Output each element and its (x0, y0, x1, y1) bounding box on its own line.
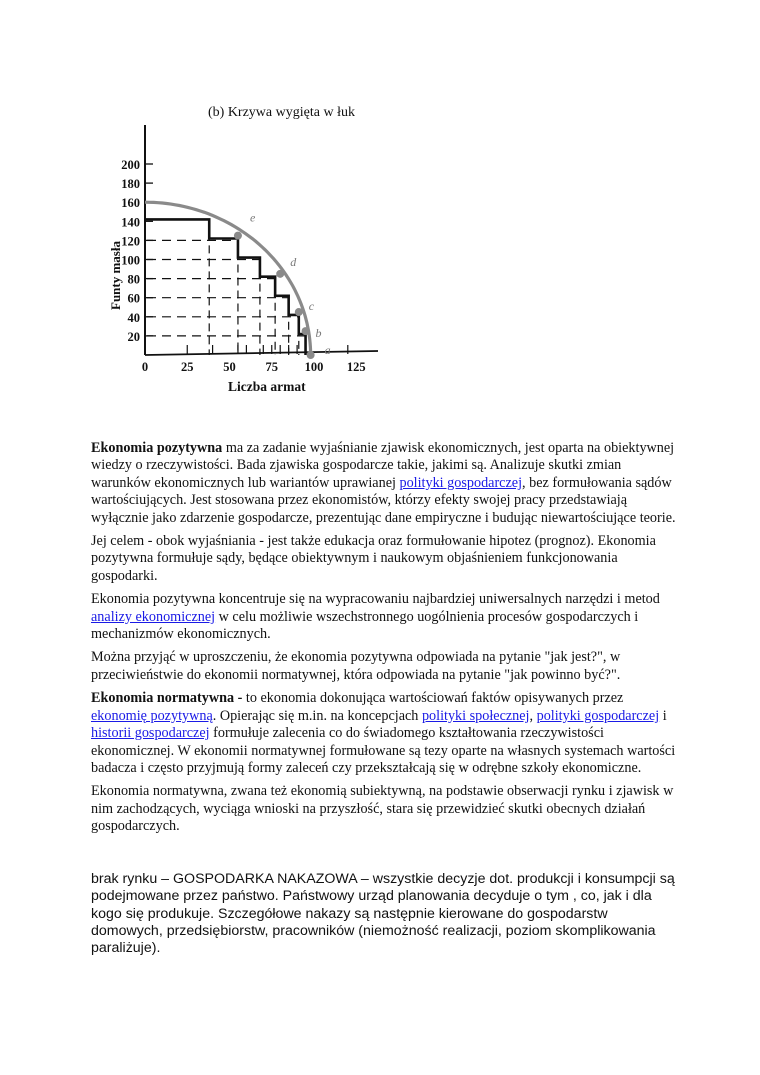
paragraph-subjective: Ekonomia normatywna, zwana też ekonomią subiektywną, na podstawie obserwacji rynku i zjawisk w nim zachodzących, wyciąga wnioski na przyszłość, stara się przewidzieć skutki obecnych działań gospodarczych. (91, 783, 674, 835)
paragraph-text: to ekonomia dokonująca wartościowań faktów opisywanych przez (242, 690, 624, 707)
svg-text:20: 20 (127, 329, 140, 344)
ppf-chart-figure (100, 95, 390, 405)
paragraph-goal: Jej celem - obok wyjaśniania - jest także edukacja oraz formułowanie hipotez (prognoz). Ekonomia pozytywna formułuje sądy, będące obiektywnym i naukowym objaśnieniem funkcjonowania gospodarki. (91, 533, 656, 584)
paragraph-how-is: Można przyjąć w uproszczeniu, że ekonomia pozytywna odpowiada na pytanie "jak jest?", w przeciwieństwie do ekonomii normatywnej, która odpowiada na pytanie "jak powinno być?". (91, 649, 621, 683)
link-polityki-spolecznej[interactable]: polityki społecznej (421, 707, 530, 724)
paragraph-text: ma za zadanie wyjaśnianie zjawisk ekonomicznych, jest oparta na obiektywnej wiedzy o rzeczywistości. Bada zjawiska gospodarcze takie, jakimi są. Analizuje skutki zmian warunków ekonomicznych lub wariantów uprawianej (91, 440, 675, 491)
ppf-chart (100, 95, 390, 405)
svg-text:c: c (308, 299, 315, 314)
command-economy-note (91, 871, 681, 957)
svg-text:140: 140 (121, 215, 140, 230)
chart-tick-labels (121, 158, 365, 374)
svg-text:25: 25 (181, 360, 194, 374)
svg-text:100: 100 (121, 253, 140, 268)
paragraph-command-economy: brak rynku – GOSPODARKA NAKAZOWA – wszystkie decyzje dot. produkcji i konsumpcji są podejmowane przez państwo. Państwowy urząd planowania decyduje o tym , co, jak i dla kogo się produkuje. Szczegółowe nakazy są następnie kierowane do gospodarstw domowych, przedsiębiorstw, pracowników (niemożność realizacji, poziom skomplikowania paraliżuje). (91, 871, 675, 957)
chart-title: (b) Krzywa wygięta w łuk (208, 105, 355, 120)
paragraph-text: , (529, 707, 537, 724)
y-axis-label: Funty masła (108, 241, 123, 310)
paragraph-text: Ekonomia pozytywna koncentruje się na wypracowaniu najbardziej uniwersalnych narzędzi i metod (91, 591, 660, 608)
svg-text:125: 125 (346, 360, 366, 374)
document-body (91, 440, 681, 842)
paragraph-positive-economics (91, 440, 681, 527)
svg-text:180: 180 (121, 177, 140, 192)
paragraph-text: formułuje zalecenia co do świadomego kształtowania rzeczywistości ekonomicznej. W ekonomii normatywnej formułowane są tezy oparte na własnych systemach wartości badacza i często przyjmują formy zaleceń czy przekształcają się w odrębne szkoły ekonomiczne. (91, 725, 676, 776)
svg-text:0: 0 (141, 360, 149, 374)
svg-text:50: 50 (223, 360, 236, 374)
paragraph-normative-economics (91, 690, 681, 777)
svg-text:120: 120 (121, 234, 140, 249)
svg-text:200: 200 (121, 158, 140, 172)
paragraph-text: . Opierając się m.in. na koncepcjach (212, 707, 422, 724)
svg-text:160: 160 (121, 196, 140, 211)
svg-text:80: 80 (127, 272, 140, 287)
svg-text:75: 75 (265, 360, 278, 374)
link-polityki-gospodarczej-2[interactable]: polityki gospodarczej (536, 707, 660, 724)
paragraph-text: w celu możliwie wszechstronnego uogólnienia procesów gospodarczych i mechanizmów ekonomicznych. (91, 608, 639, 643)
paragraph-text: i (659, 707, 667, 724)
link-polityki-gospodarczej[interactable]: polityki gospodarczej (399, 474, 523, 491)
term-positive-economics: Ekonomia pozytywna (91, 440, 223, 456)
paragraph-tools (91, 591, 681, 643)
svg-text:100: 100 (304, 360, 324, 374)
svg-text:d: d (290, 254, 297, 269)
link-ekonomie-pozytywna[interactable]: ekonomię pozytywną (91, 707, 213, 724)
chart-step-series (145, 219, 306, 355)
x-axis-label: Liczba armat (228, 379, 306, 394)
svg-text:b: b (315, 326, 322, 341)
term-normative-economics: Ekonomia normatywna - (91, 690, 243, 707)
link-analizy-ekonomicznej[interactable]: analizy ekonomicznej (91, 608, 216, 625)
svg-text:a: a (324, 343, 331, 357)
paragraph-text: , bez formułowania sądów wartościujących. Jest stosowana przez ekonomistów, którzy efekty swojej pracy przedstawiają wyłącznie jako zdarzenie gospodarcze, prezentując dane empiryczne i budując niewartościujące teorie. (91, 474, 676, 526)
link-historii-gospodarczej[interactable]: historii gospodarczej (91, 725, 210, 742)
svg-text:40: 40 (127, 310, 140, 325)
svg-text:60: 60 (127, 291, 140, 306)
svg-text:e: e (249, 210, 256, 225)
